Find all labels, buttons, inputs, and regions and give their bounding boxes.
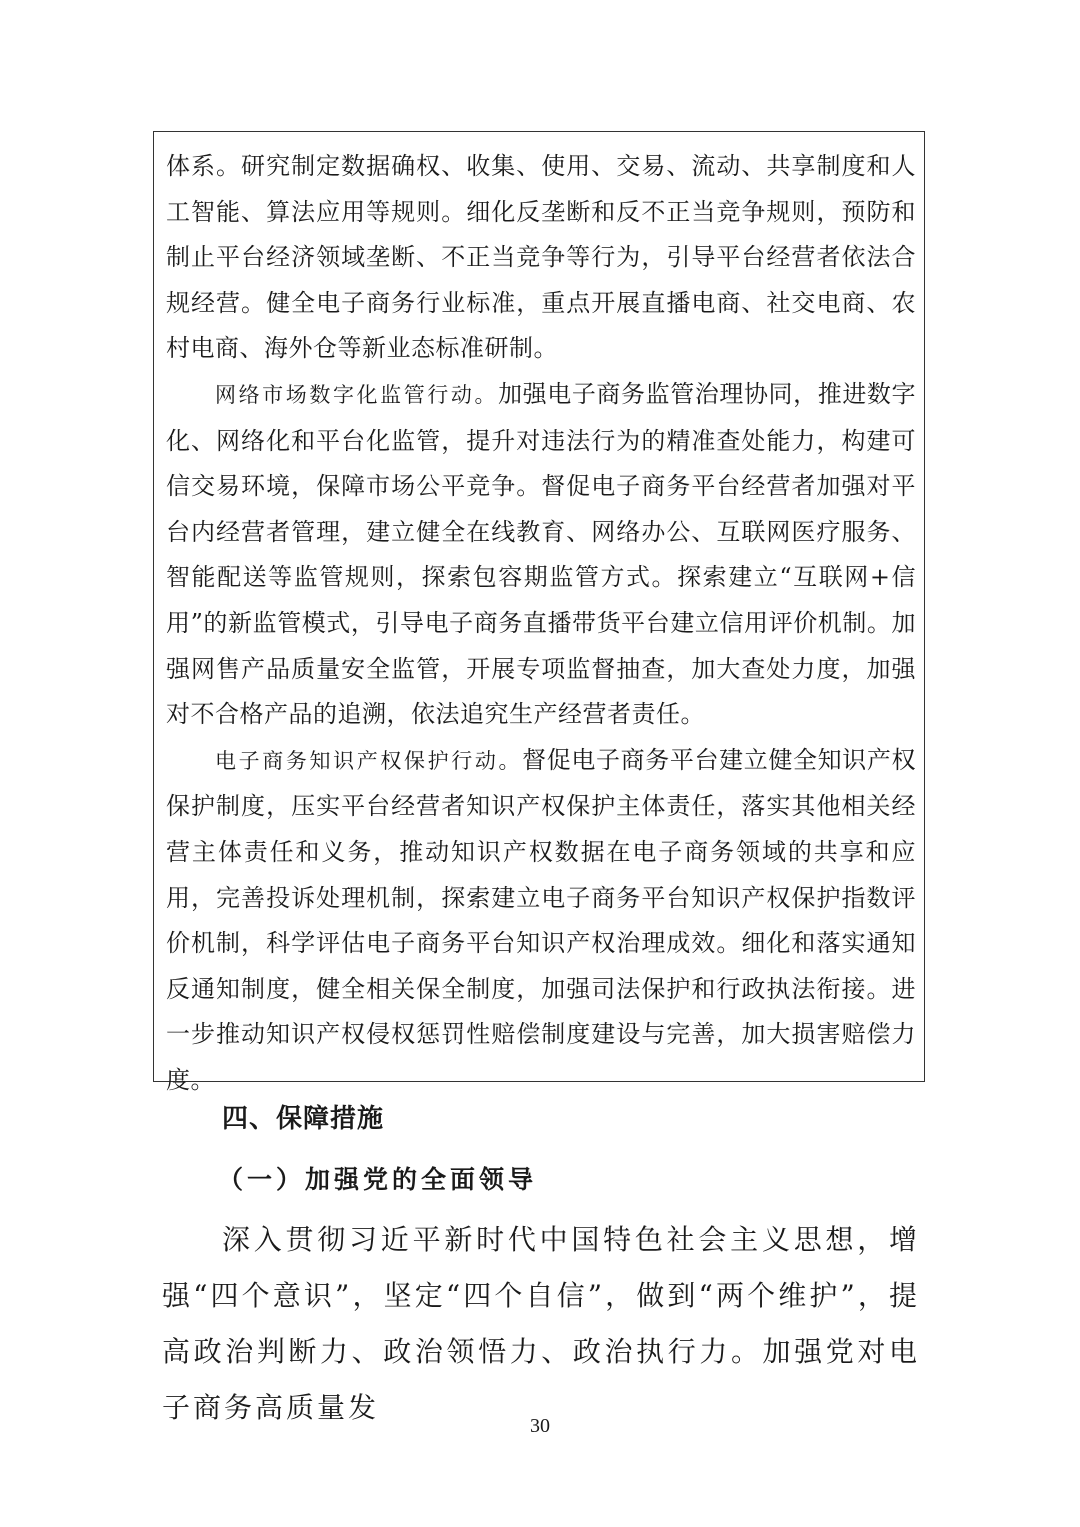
paragraph-lead-title: 网络市场数字化监管行动。 [215,382,499,407]
paragraph-body: 督促电子商务平台建立健全知识产权保护制度，压实平台经营者知识产权保护主体责任，落实其他相关经营主体责任和义务，推动知识产权数据在电子商务领域的共享和应用，完善投诉处理机制，探索建立电子商务平台知识产权保护指数评价机制，科学评估电子商务平台知识产权治理成效。细化和落实通知反通知制度，健全相关保全制度，加强司法保护和行政执法衔接。进一步推动知识产权侵权惩罚性赔偿制度建设与完善，加大损害赔偿力度。 [166,745,916,1094]
box-paragraph-ip-protection [166,738,916,1104]
box-paragraph-regulation [166,372,916,738]
box-paragraph-rules: 体系。研究制定数据确权、收集、使用、交易、流动、共享制度和人工智能、算法应用等规则。细化反垄断和反不正当竞争规则，预防和制止平台经济领域垄断、不正当竞争等行为，引导平台经营者依法合规经营。健全电子商务行业标准，重点开展直播电商、社交电商、农村电商、海外仓等新业态标准研制。 [166,152,916,363]
paragraph-lead-title: 电子商务知识产权保护行动。 [215,748,523,773]
section-heading: 四、保障措施 [222,1104,385,1134]
section-subheading: （一）加强党的全面领导 [218,1165,538,1194]
paragraph-body: 加强电子商务监管治理协同，推进数字化、网络化和平台化监管，提升对违法行为的精准查处能力，构建可信交易环境，保障市场公平竞争。督促电子商务平台经营者加强对平台内经营者管理，建立健全在线教育、网络办公、互联网医疗服务、智能配送等监管规则，探索包容期监管方式。探索建立“互联网+信用”的新监管模式，引导电子商务直播带货平台建立信用评价机制。加强网售产品质量安全监管，开展专项监督抽查，加大查处力度，加强对不合格产品的追溯，依法追究生产经营者责任。 [166,379,917,729]
section-body-paragraph: 深入贯彻习近平新时代中国特色社会主义思想，增强“四个意识”，坚定“四个自信”，做到“两个维护”，提高政治判断力、政治领悟力、政治执行力。加强党对电子商务高质量发 [162,1223,920,1424]
page-number: 30 [530,1415,550,1437]
action-plan-box [153,131,925,1094]
